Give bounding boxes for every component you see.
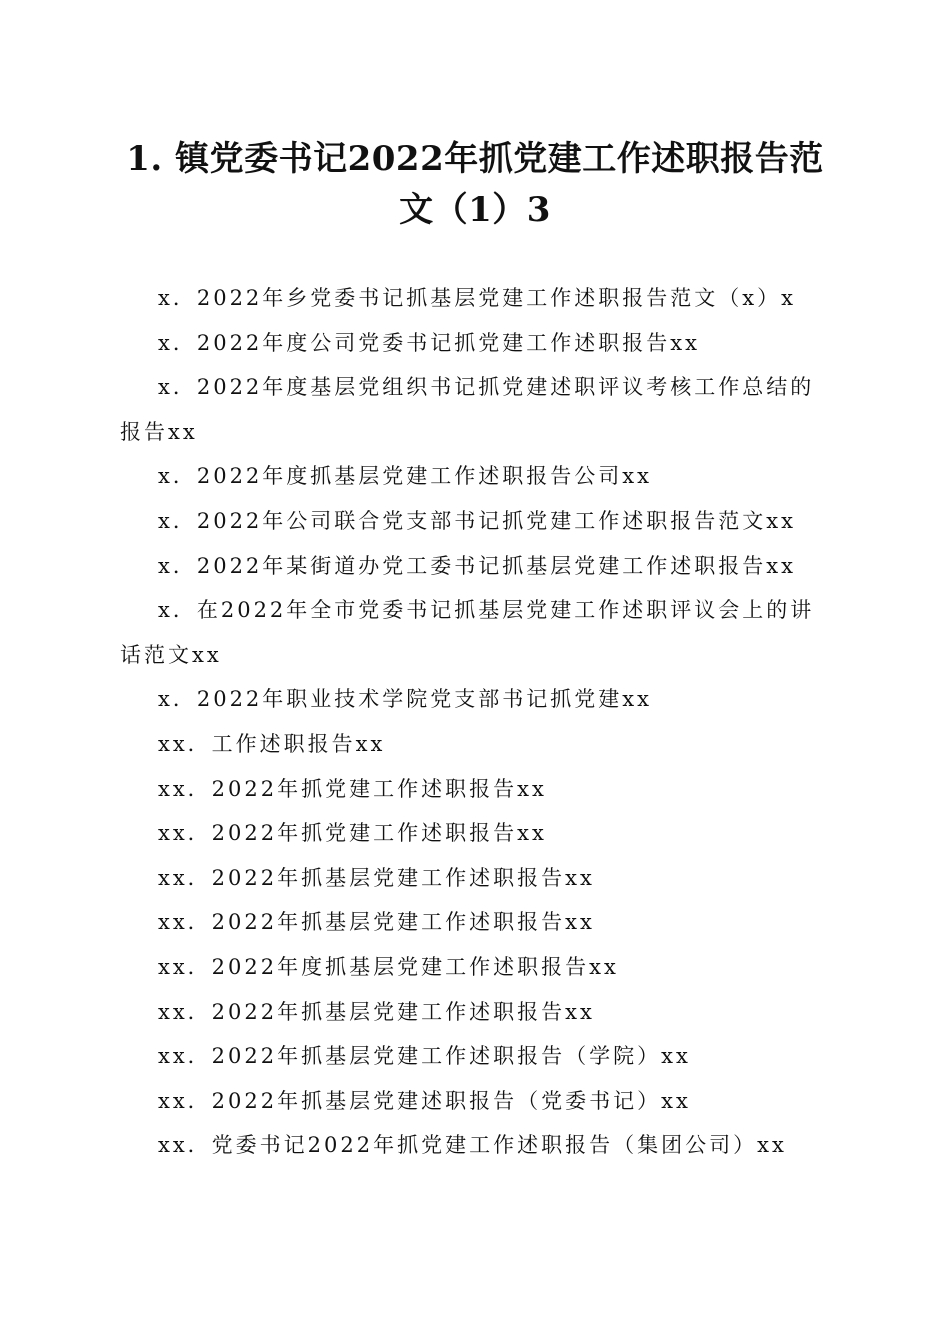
toc-entry: xx．党委书记2022年抓党建工作述职报告（集团公司）xx: [158, 1133, 787, 1158]
toc-entry: xx．2022年抓基层党建工作述职报告xx: [158, 865, 595, 890]
toc-entry: xx．2022年抓基层党建工作述职报告（学院）xx: [158, 1044, 691, 1069]
toc-entry: xx．2022年度抓基层党建工作述职报告xx: [158, 954, 619, 979]
toc-entry: x．2022年某街道办党工委书记抓基层党建工作述职报告xx: [158, 553, 796, 578]
toc-entry: x．2022年度抓基层党建工作述职报告公司xx: [158, 464, 652, 489]
toc-entry: xx．工作述职报告xx: [158, 731, 386, 756]
toc-entry: x．2022年度基层党组织书记抓党建述职评议考核工作总结的报告xx: [120, 375, 815, 444]
toc-entry: x．2022年职业技术学院党支部书记抓党建xx: [158, 687, 652, 712]
toc-entry: xx．2022年抓党建工作述职报告xx: [158, 821, 547, 846]
toc-entry: x．2022年度公司党委书记抓党建工作述职报告xx: [158, 330, 700, 355]
toc-entry: xx．2022年抓基层党建工作述职报告xx: [158, 910, 595, 935]
toc-list: [120, 276, 824, 1168]
document-title: 1. 镇党委书记2022年抓党建工作述职报告范文（1）3: [126, 139, 824, 230]
toc-entry: x．在2022年全市党委书记抓基层党建工作述职评议会上的讲话范文xx: [120, 598, 815, 667]
toc-entry: xx．2022年抓基层党建述职报告（党委书记）xx: [158, 1088, 691, 1113]
toc-entry: xx．2022年抓基层党建工作述职报告xx: [158, 999, 595, 1024]
toc-entry: x．2022年公司联合党支部书记抓党建工作述职报告范文xx: [158, 508, 796, 533]
toc-entry: xx．2022年抓党建工作述职报告xx: [158, 776, 547, 801]
toc-entry: x．2022年乡党委书记抓基层党建工作述职报告范文（x）x: [158, 286, 796, 310]
